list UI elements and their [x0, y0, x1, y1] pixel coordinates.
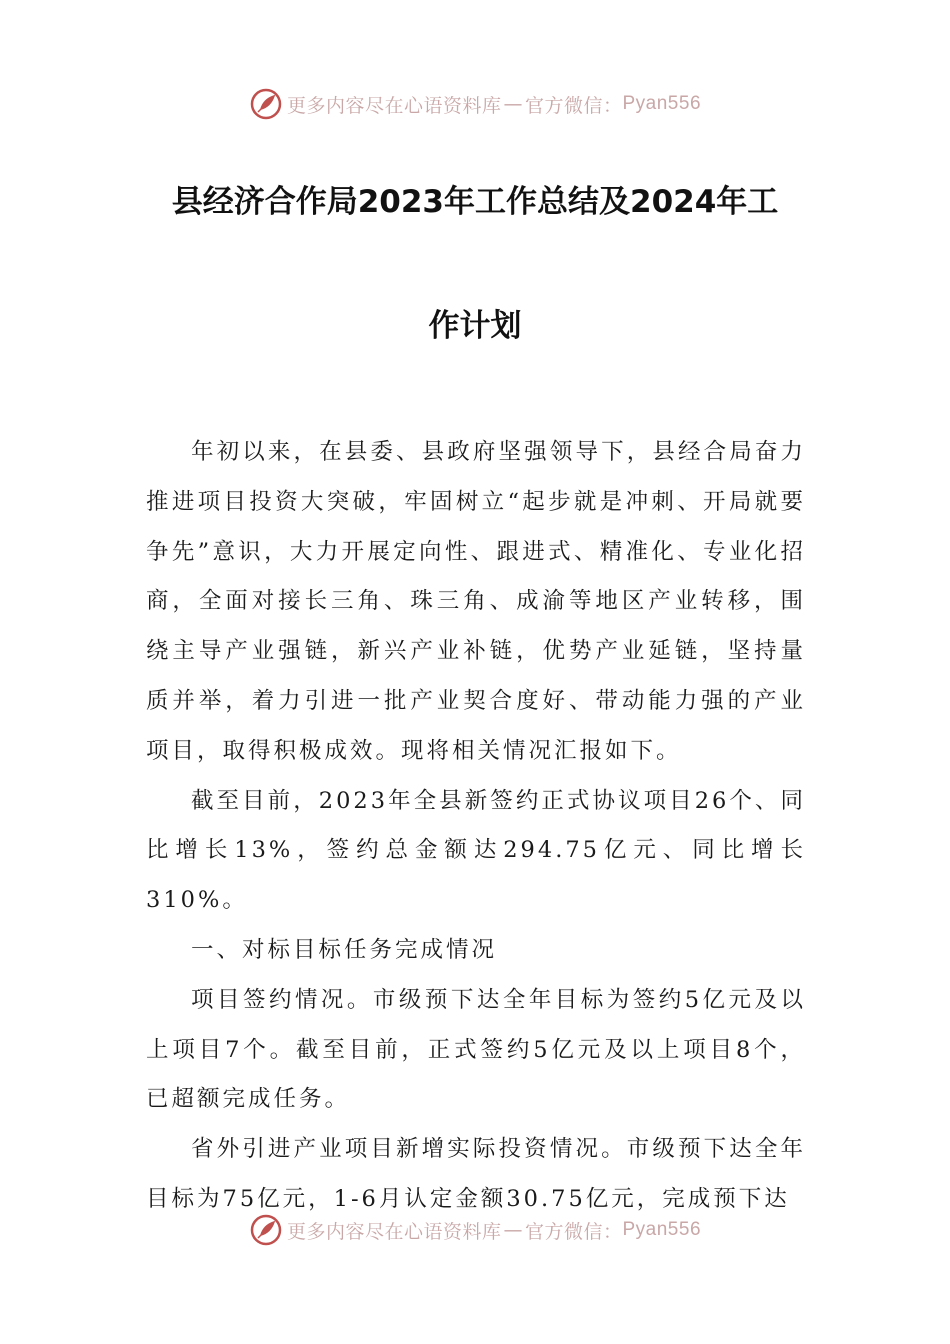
paragraph-summary: 截至目前，2023年全县新签约正式协议项目26个、同比增长13%，签约总金额达294.75亿元、同比增长310%。: [146, 787, 806, 914]
watermark-text: 更多内容尽在心语资料库: [286, 94, 502, 117]
watermark-id: Pyan556: [622, 1219, 702, 1240]
quill-logo-icon: [249, 1213, 283, 1247]
watermark-id: Pyan556: [622, 93, 702, 114]
paragraph-intro: 年初以来，在县委、县政府坚强领导下，县经合局奋力推进项目投资大突破，牢固树立“起步就是冲刺、开局就要争先”意识，大力开展定向性、跟进式、精准化、专业化招商，全面对接长三角、珠三角、成渝等地区产业转移，围绕主导产业强链，新兴产业补链，优势产业延链，坚持量质并举，着力引进一批产业契合度好、带动能力强的产业项目，取得积极成效。现将相关情况汇报如下。: [146, 439, 806, 764]
section-heading: 一、对标目标任务完成情况: [191, 936, 498, 963]
quill-logo-icon: [249, 87, 283, 121]
document-body: [146, 428, 806, 1225]
watermark-separator: —: [503, 93, 523, 115]
footer-watermark: [0, 1210, 950, 1250]
document-title-line2: 作计划: [428, 308, 522, 344]
paragraph-investment: 省外引进产业项目新增实际投资情况。市级预下达全年目标为75亿元，1-6月认定金额30.75亿元，完成预下达: [146, 1136, 806, 1212]
header-watermark: [0, 84, 950, 124]
watermark-official: 官方微信：: [524, 1220, 623, 1243]
watermark-separator: —: [503, 1219, 523, 1241]
watermark-text: 更多内容尽在心语资料库: [286, 1220, 502, 1243]
watermark-official: 官方微信：: [524, 94, 623, 117]
document-title-line1: 县经济合作局2023年工作总结及2024年工: [171, 184, 779, 220]
paragraph-signing: 项目签约情况。市级预下达全年目标为签约5亿元及以上项目7个。截至目前，正式签约5亿元及以上项目8个，已超额完成任务。: [146, 986, 806, 1113]
